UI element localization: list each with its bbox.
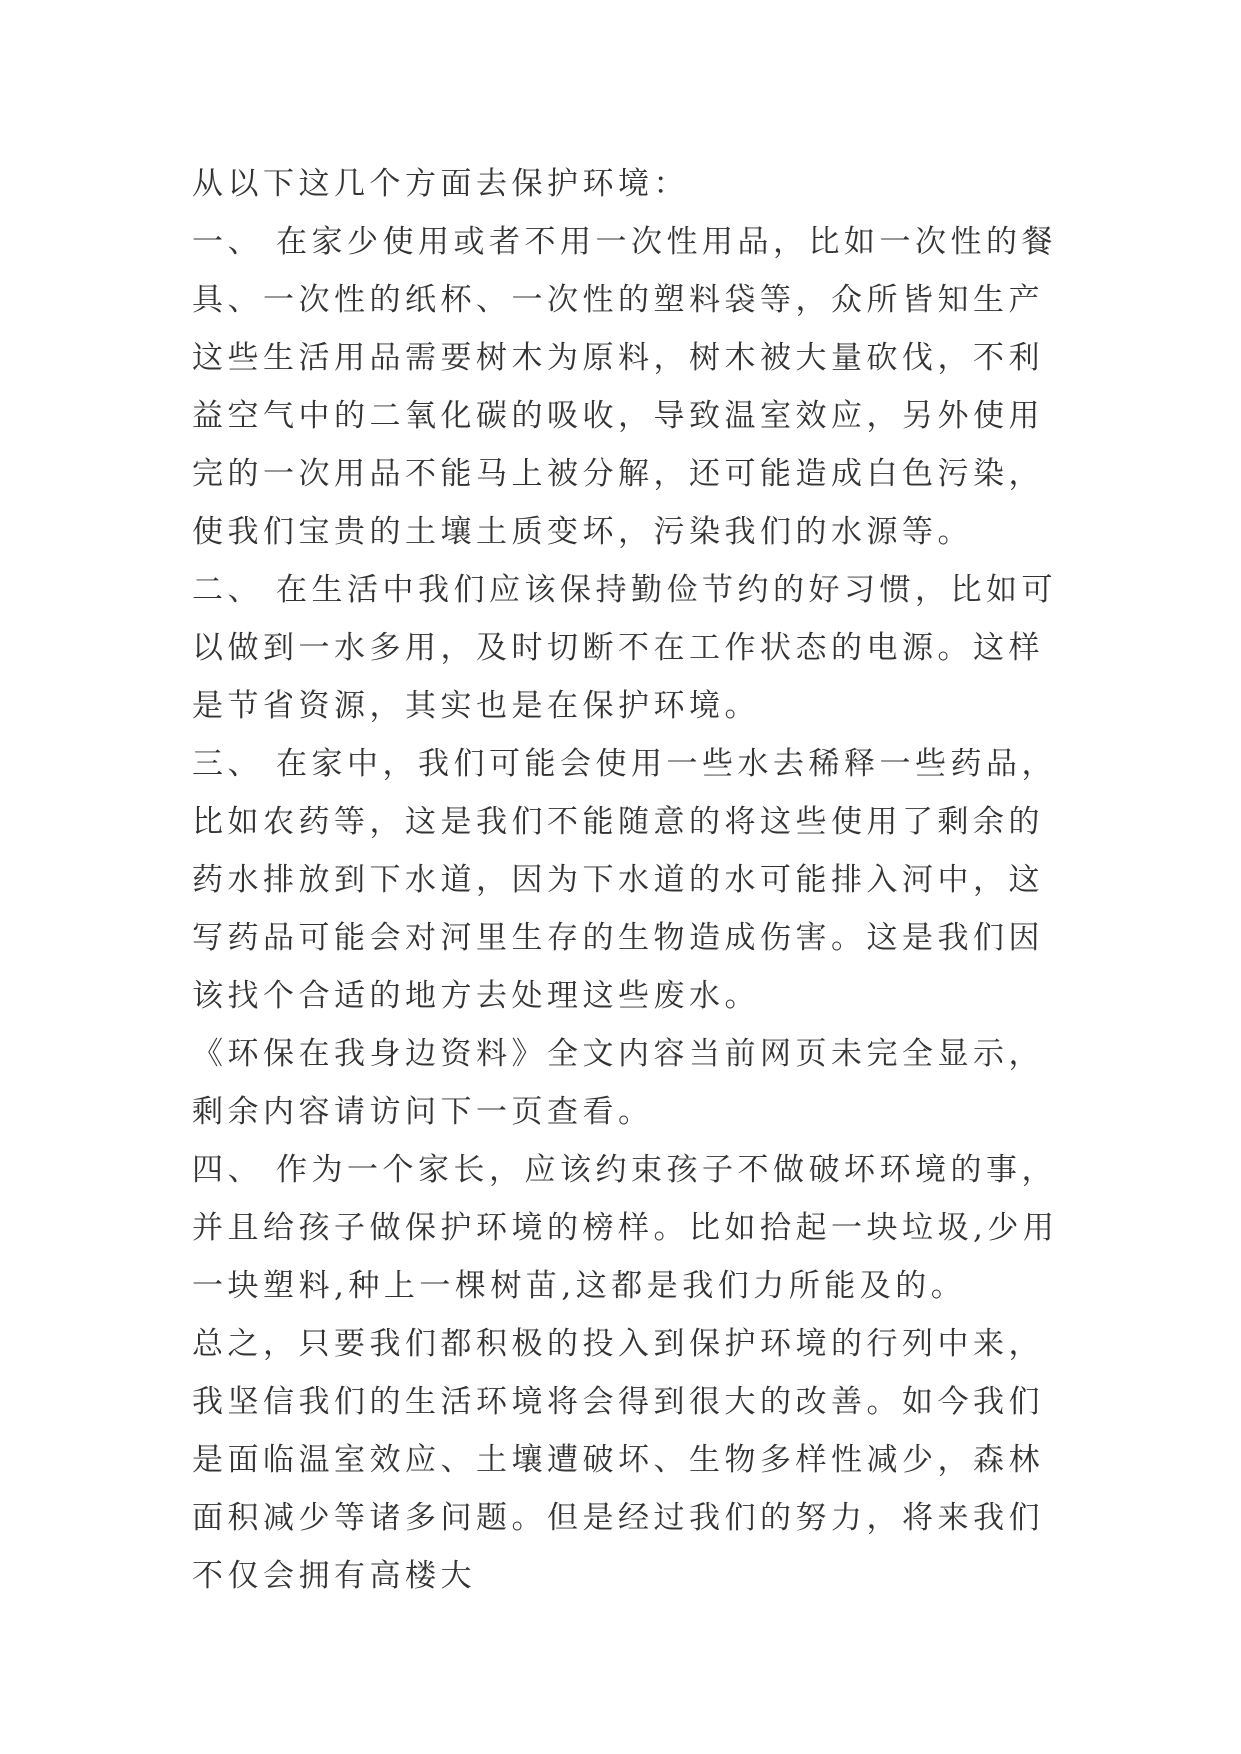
item-1-text: 在家少使用或者不用一次性用品，比如一次性的餐具、一次性的纸杯、一次性的塑料袋等，众所皆知生产这些生活用品需要树木为原料，树木被大量砍伐，不利益空气中的二氧化碳的吸收，导致温室效应，另外使用完的一次用品不能马上被分解，还可能造成白色污染，使我们宝贵的土壤土质变坏，污染我们的水源等。 [192,224,1057,550]
item-3-number: 三、 [192,746,263,782]
item-2-number: 二、 [192,572,263,608]
item-4-paragraph [192,1141,1062,1315]
intro-paragraph: 从以下这几个方面去保护环境： [192,166,689,202]
item-4-number: 四、 [192,1152,263,1188]
document-body [192,155,1062,1605]
item-1-paragraph [192,213,1062,561]
item-2-paragraph [192,561,1062,735]
conclusion-paragraph: 总之，只要我们都积极的投入到保护环境的行列中来，我坚信我们的生活环境将会得到很大的改善。如今我们是面临温室效应、土壤遭破坏、生物多样性减少，森林面积减少等诸多问题。但是经过我们的努力，将来我们不仅会拥有高楼大 [192,1326,1044,1594]
continuation-notice: 《环保在我身边资料》全文内容当前网页未完全显示，剩余内容请访问下一页查看。 [192,1036,1044,1130]
item-3-paragraph [192,735,1062,1025]
item-1-number: 一、 [192,224,263,260]
item-4-text: 作为一个家长，应该约束孩子不做破坏环境的事，并且给孩子做保护环境的榜样。比如拾起一块垃圾,少用一块塑料,种上一棵树苗,这都是我们力所能及的。 [192,1152,1059,1304]
item-2-text: 在生活中我们应该保持勤俭节约的好习惯，比如可以做到一水多用，及时切断不在工作状态的电源。这样是节省资源，其实也是在保护环境。 [192,572,1057,724]
item-3-text: 在家中，我们可能会使用一些水去稀释一些药品，比如农药等，这是我们不能随意的将这些使用了剩余的药水排放到下水道，因为下水道的水可能排入河中，这写药品可能会对河里生存的生物造成伤害。这是我们因该找个合适的地方去处理这些废水。 [192,746,1057,1014]
